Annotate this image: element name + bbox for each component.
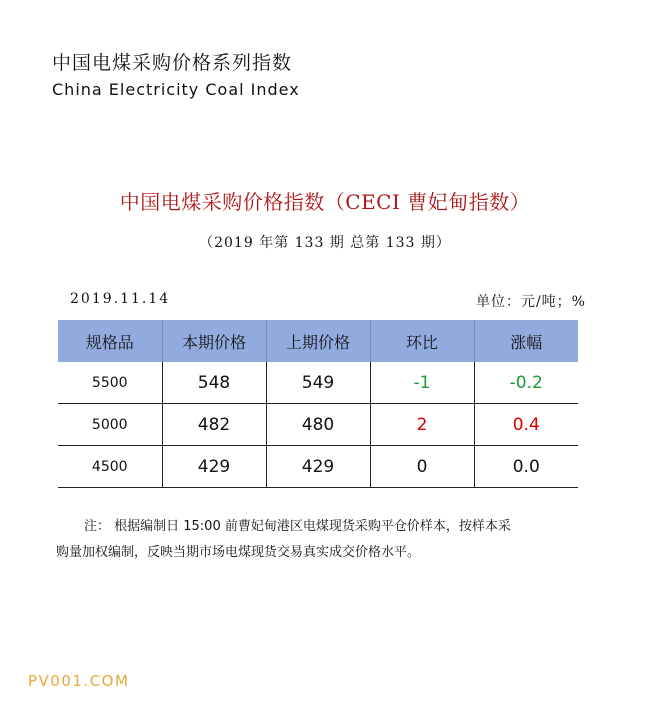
cell-previous: 480 [266,404,370,446]
header-title-cn: 中国电煤采购价格系列指数 [52,52,293,74]
table-row [58,404,578,446]
unit-label: 单位：元/吨；% [475,294,586,310]
cell-previous: 549 [266,362,370,404]
cell-spec: 4500 [58,446,162,488]
table-row [58,362,578,404]
footnote [56,514,594,566]
cell-spec: 5000 [58,404,162,446]
col-header-pct: 涨幅 [474,320,578,362]
cell-pct: 0.0 [474,446,578,488]
cell-change: -1 [370,362,474,404]
col-header-change: 环比 [370,320,474,362]
cell-current: 482 [162,404,266,446]
cell-current: 548 [162,362,266,404]
cell-previous: 429 [266,446,370,488]
cell-pct: 0.4 [474,404,578,446]
col-header-previous: 上期价格 [266,320,370,362]
index-table [58,320,578,488]
cell-current: 429 [162,446,266,488]
cell-change: 2 [370,404,474,446]
table-row [58,446,578,488]
report-title: 中国电煤采购价格指数（CECI 曹妃甸指数） [119,190,531,214]
report-date: 2019.11.14 [70,291,171,307]
watermark: PV001.COM [28,672,130,690]
col-header-spec: 规格品 [58,320,162,362]
header-title-en: China Electricity Coal Index [52,80,300,99]
cell-spec: 5500 [58,362,162,404]
col-header-current: 本期价格 [162,320,266,362]
table-header-row [58,320,578,362]
report-subtitle: （2019 年第 133 期 总第 133 期） [199,235,451,251]
cell-pct: -0.2 [474,362,578,404]
footnote-line-2: 购量加权编制，反映当期市场电煤现货交易真实成交价格水平。 [56,545,421,560]
cell-change: 0 [370,446,474,488]
footnote-line-1: 注： 根据编制日 15:00 前曹妃甸港区电煤现货采购平仓价样本，按样本采 [84,519,511,534]
